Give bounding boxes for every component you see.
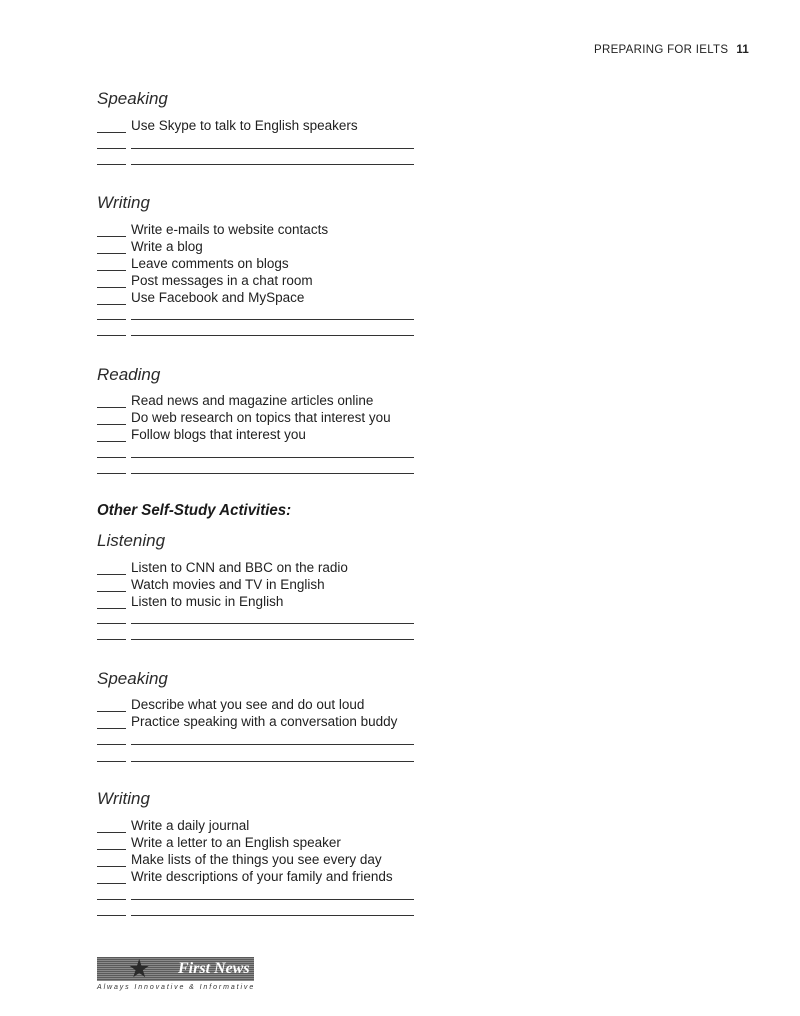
check-blank[interactable] — [97, 849, 126, 850]
section-title-speaking: Speaking — [97, 89, 168, 108]
check-blank[interactable] — [97, 744, 126, 745]
section-title-writing-2: Writing — [97, 789, 150, 808]
check-blank[interactable] — [97, 270, 126, 271]
check-blank[interactable] — [97, 608, 126, 609]
list-item: Write a blog — [131, 239, 203, 254]
list-item: Follow blogs that interest you — [131, 427, 306, 442]
write-in-line[interactable] — [131, 148, 414, 149]
list-item: Write e-mails to website contacts — [131, 222, 329, 237]
check-blank[interactable] — [97, 407, 126, 408]
check-blank[interactable] — [97, 457, 126, 458]
check-blank[interactable] — [97, 883, 126, 884]
write-in-line[interactable] — [131, 899, 414, 900]
list-item: Do web research on topics that interest you — [131, 410, 391, 425]
check-blank[interactable] — [97, 304, 126, 305]
write-in-line[interactable] — [131, 335, 414, 336]
write-in-line[interactable] — [131, 623, 414, 624]
list-item: Post messages in a chat room — [131, 273, 313, 288]
section-title-listening: Listening — [97, 531, 166, 550]
check-blank[interactable] — [97, 915, 126, 916]
check-blank[interactable] — [97, 639, 126, 640]
check-blank[interactable] — [97, 335, 126, 336]
list-item: Watch movies and TV in English — [131, 577, 325, 592]
list-item: Describe what you see and do out loud — [131, 697, 365, 712]
section-title-speaking-2: Speaking — [97, 669, 168, 688]
check-blank[interactable] — [97, 591, 126, 592]
check-blank[interactable] — [97, 319, 126, 320]
list-item: Listen to CNN and BBC on the radio — [131, 560, 348, 575]
list-item: Read news and magazine articles online — [131, 393, 374, 408]
list-item: Practice speaking with a conversation buddy — [131, 714, 398, 729]
list-item: Make lists of the things you see every day — [131, 852, 382, 867]
check-blank[interactable] — [97, 899, 126, 900]
running-head-title: PREPARING FOR IELTS — [594, 44, 729, 56]
page-number: 11 — [736, 44, 750, 56]
check-blank[interactable] — [97, 148, 126, 149]
write-in-line[interactable] — [131, 319, 414, 320]
check-blank[interactable] — [97, 623, 126, 624]
list-item: Use Skype to talk to English speakers — [131, 118, 358, 133]
check-blank[interactable] — [97, 287, 126, 288]
star-icon: ★ — [128, 955, 151, 983]
section-title-writing: Writing — [97, 193, 150, 212]
write-in-line[interactable] — [131, 639, 414, 640]
group-title: Other Self-Study Activities: — [97, 502, 292, 519]
check-blank[interactable] — [97, 236, 126, 237]
check-blank[interactable] — [97, 424, 126, 425]
check-blank[interactable] — [97, 574, 126, 575]
list-item: Listen to music in English — [131, 594, 284, 609]
write-in-line[interactable] — [131, 744, 414, 745]
list-item: Write descriptions of your family and friends — [131, 869, 393, 884]
check-blank[interactable] — [97, 866, 126, 867]
write-in-line[interactable] — [131, 457, 414, 458]
write-in-line[interactable] — [131, 164, 414, 165]
check-blank[interactable] — [97, 473, 126, 474]
check-blank[interactable] — [97, 441, 126, 442]
check-blank[interactable] — [97, 728, 126, 729]
write-in-line[interactable] — [131, 473, 414, 474]
list-item: Leave comments on blogs — [131, 256, 289, 271]
list-item: Write a daily journal — [131, 818, 250, 833]
check-blank[interactable] — [97, 132, 126, 133]
write-in-line[interactable] — [131, 761, 414, 762]
list-item: Write a letter to an English speaker — [131, 835, 341, 850]
write-in-line[interactable] — [131, 915, 414, 916]
running-head — [594, 44, 749, 56]
check-blank[interactable] — [97, 761, 126, 762]
publisher-logo-text: First News — [178, 960, 250, 977]
list-item: Use Facebook and MySpace — [131, 290, 305, 305]
publisher-tagline: Always Innovative & Informative — [97, 984, 256, 991]
check-blank[interactable] — [97, 711, 126, 712]
check-blank[interactable] — [97, 832, 126, 833]
section-title-reading: Reading — [97, 365, 161, 384]
check-blank[interactable] — [97, 164, 126, 165]
check-blank[interactable] — [97, 253, 126, 254]
